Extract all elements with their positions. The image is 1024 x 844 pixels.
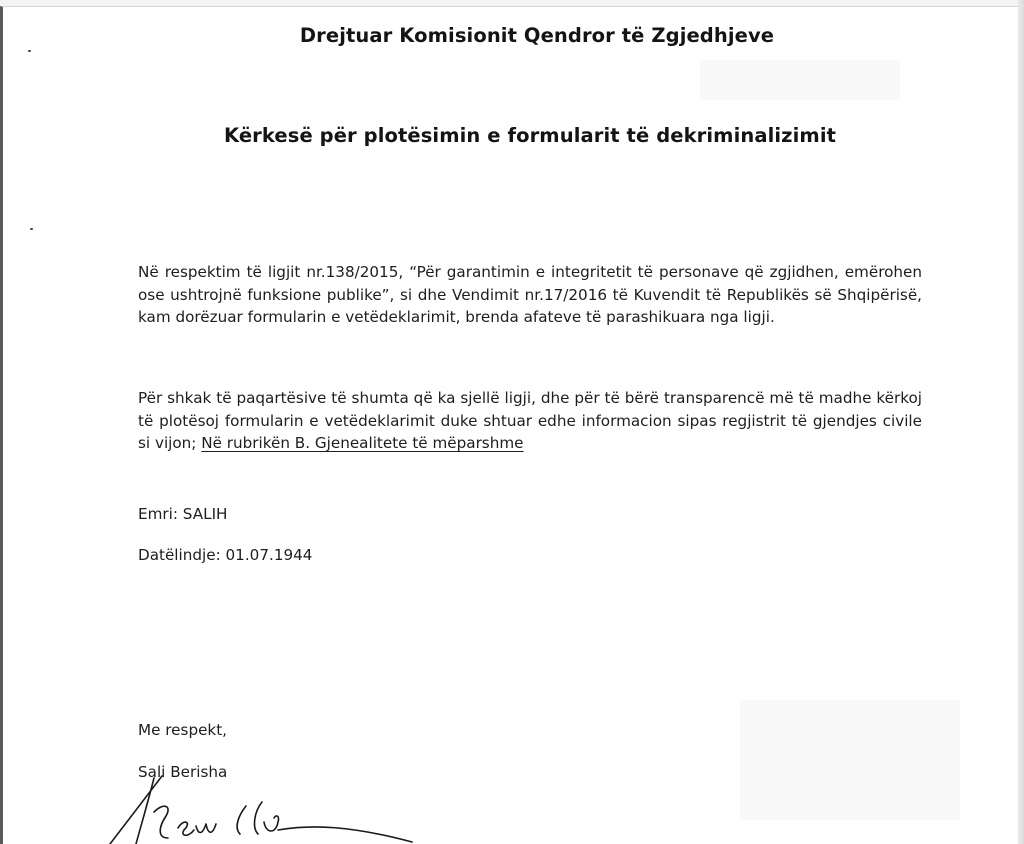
scan-speck [28, 50, 31, 52]
subject-heading: Kërkesë për plotësimin e formularit të dekriminalizimit [223, 124, 837, 147]
signature-stroke [154, 806, 168, 838]
signature-stroke [110, 776, 162, 844]
paragraph-request [138, 387, 922, 455]
addressee-heading: Drejtuar Komisionit Qendror të Zgjedhjeve [299, 24, 775, 47]
closing-salutation: Me respekt, [138, 721, 228, 739]
paragraph-law-reference: Në respektim të ligjit nr.138/2015, “Për garantimin e integritetit të personave që zgjidhen, emërohen ose ushtrojnë funksione publike”, si dhe Vendimit nr.17/2016 të Kuvendit të Republikës së Shqipërisë, kam dorëzuar formularin e vetëdeklarimit, brenda afateve të parashikuara nga ligji. [138, 263, 922, 326]
paragraph-request-text: Për shkak të paqartësive të shumta që ka sjellë ligji, dhe për të bërë transparencë më të madhe kërkoj të plotësoj formularin e vetëdeklarimit duke shtuar edhe informacion sipas regjistrit të gjendjes civile si vijon; [138, 389, 922, 452]
signature-stroke [237, 806, 246, 834]
signatory-name: Sali Berisha [138, 763, 228, 781]
scan-bleed-through [700, 60, 900, 100]
signature-stroke [178, 822, 194, 835]
handwritten-signature [92, 772, 432, 844]
signature-stroke [264, 816, 279, 831]
signature-stroke [255, 802, 262, 834]
signature-stroke [278, 827, 412, 842]
name-field: Emri: SALIH [138, 505, 228, 523]
signature-stroke [196, 824, 216, 833]
birthdate-field: Datëlindje: 01.07.1944 [138, 546, 313, 564]
signature-stroke [136, 778, 154, 844]
section-reference: Në rubrikën B. Gjenealitete të mëparshme [201, 434, 524, 452]
scan-bleed-through [740, 700, 960, 820]
scan-speck [30, 228, 33, 230]
